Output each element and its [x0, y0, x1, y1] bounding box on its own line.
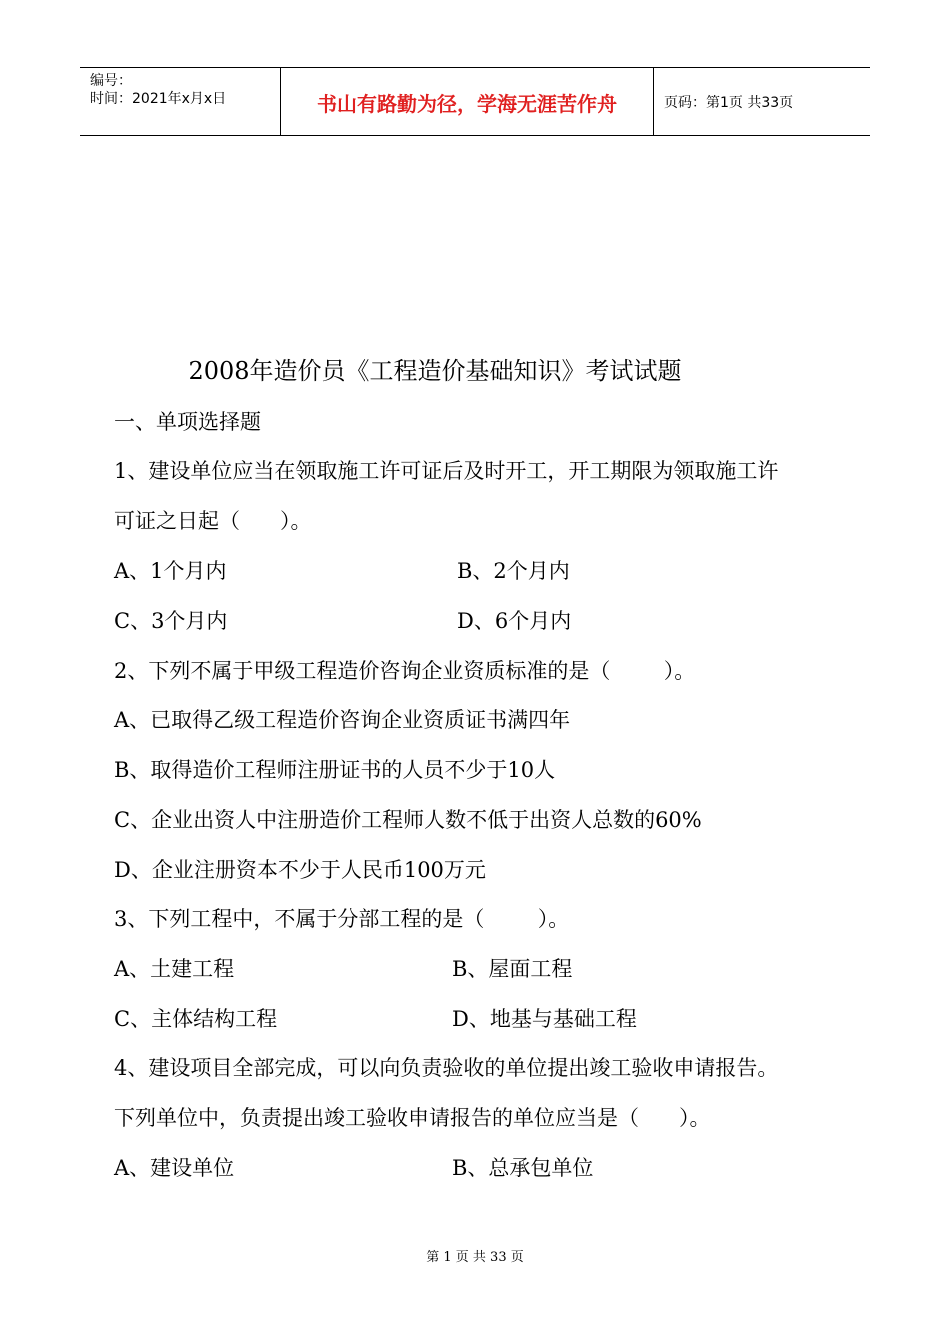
- q1-text-line1: 1、建设单位应当在领取施工许可证后及时开工，开工期限为领取施工许: [114, 459, 779, 483]
- q1-text-line2: 可证之日起（ ）。: [114, 509, 312, 533]
- q2-option-c: C、企业出资人中注册造价工程师人数不低于出资人总数的60%: [114, 808, 702, 832]
- q2-option-a: A、已取得乙级工程造价咨询企业资质证书满四年: [114, 708, 571, 732]
- header-motto: 书山有路勤为径，学海无涯苦作舟: [281, 68, 654, 135]
- q1-option-a: A、1个月内: [114, 559, 227, 583]
- q4-option-b: B、总承包单位: [452, 1156, 594, 1180]
- header-page-info: 页码：第1页 共33页: [664, 94, 794, 111]
- q2-option-d: D、企业注册资本不少于人民币100万元: [114, 858, 486, 882]
- q3-option-d: D、地基与基础工程: [452, 1007, 637, 1031]
- number-label: 编号：: [90, 73, 132, 89]
- section-heading: 一、单项选择题: [114, 410, 261, 434]
- q2-option-b: B、取得造价工程师注册证书的人员不少于10人: [114, 758, 556, 782]
- q4-text-line1: 4、建设项目全部完成，可以向负责验收的单位提出竣工验收申请报告。: [114, 1056, 779, 1080]
- header-meta: [80, 68, 281, 135]
- page-header: [80, 67, 870, 136]
- q3-option-a: A、土建工程: [114, 957, 235, 981]
- q1-option-d: D、6个月内: [457, 609, 572, 633]
- q1-option-c: C、3个月内: [114, 609, 228, 633]
- q4-option-a: A、建设单位: [114, 1156, 235, 1180]
- page-footer: 第 1 页 共 33 页: [426, 1250, 524, 1265]
- q3-option-b: B、屋面工程: [452, 957, 573, 981]
- q4-text-line2: 下列单位中，负责提出竣工验收申请报告的单位应当是（ ）。: [114, 1106, 711, 1130]
- document-title: 2008年造价员《工程造价基础知识》考试试题: [188, 357, 682, 385]
- q3-text: 3、下列工程中，不属于分部工程的是（ ）。: [114, 907, 570, 931]
- time-label: 时间：2021年x月x日: [90, 91, 227, 107]
- q1-option-b: B、2个月内: [457, 559, 570, 583]
- q2-text: 2、下列不属于甲级工程造价咨询企业资质标准的是（ ）。: [114, 659, 696, 683]
- q3-option-c: C、主体结构工程: [114, 1007, 278, 1031]
